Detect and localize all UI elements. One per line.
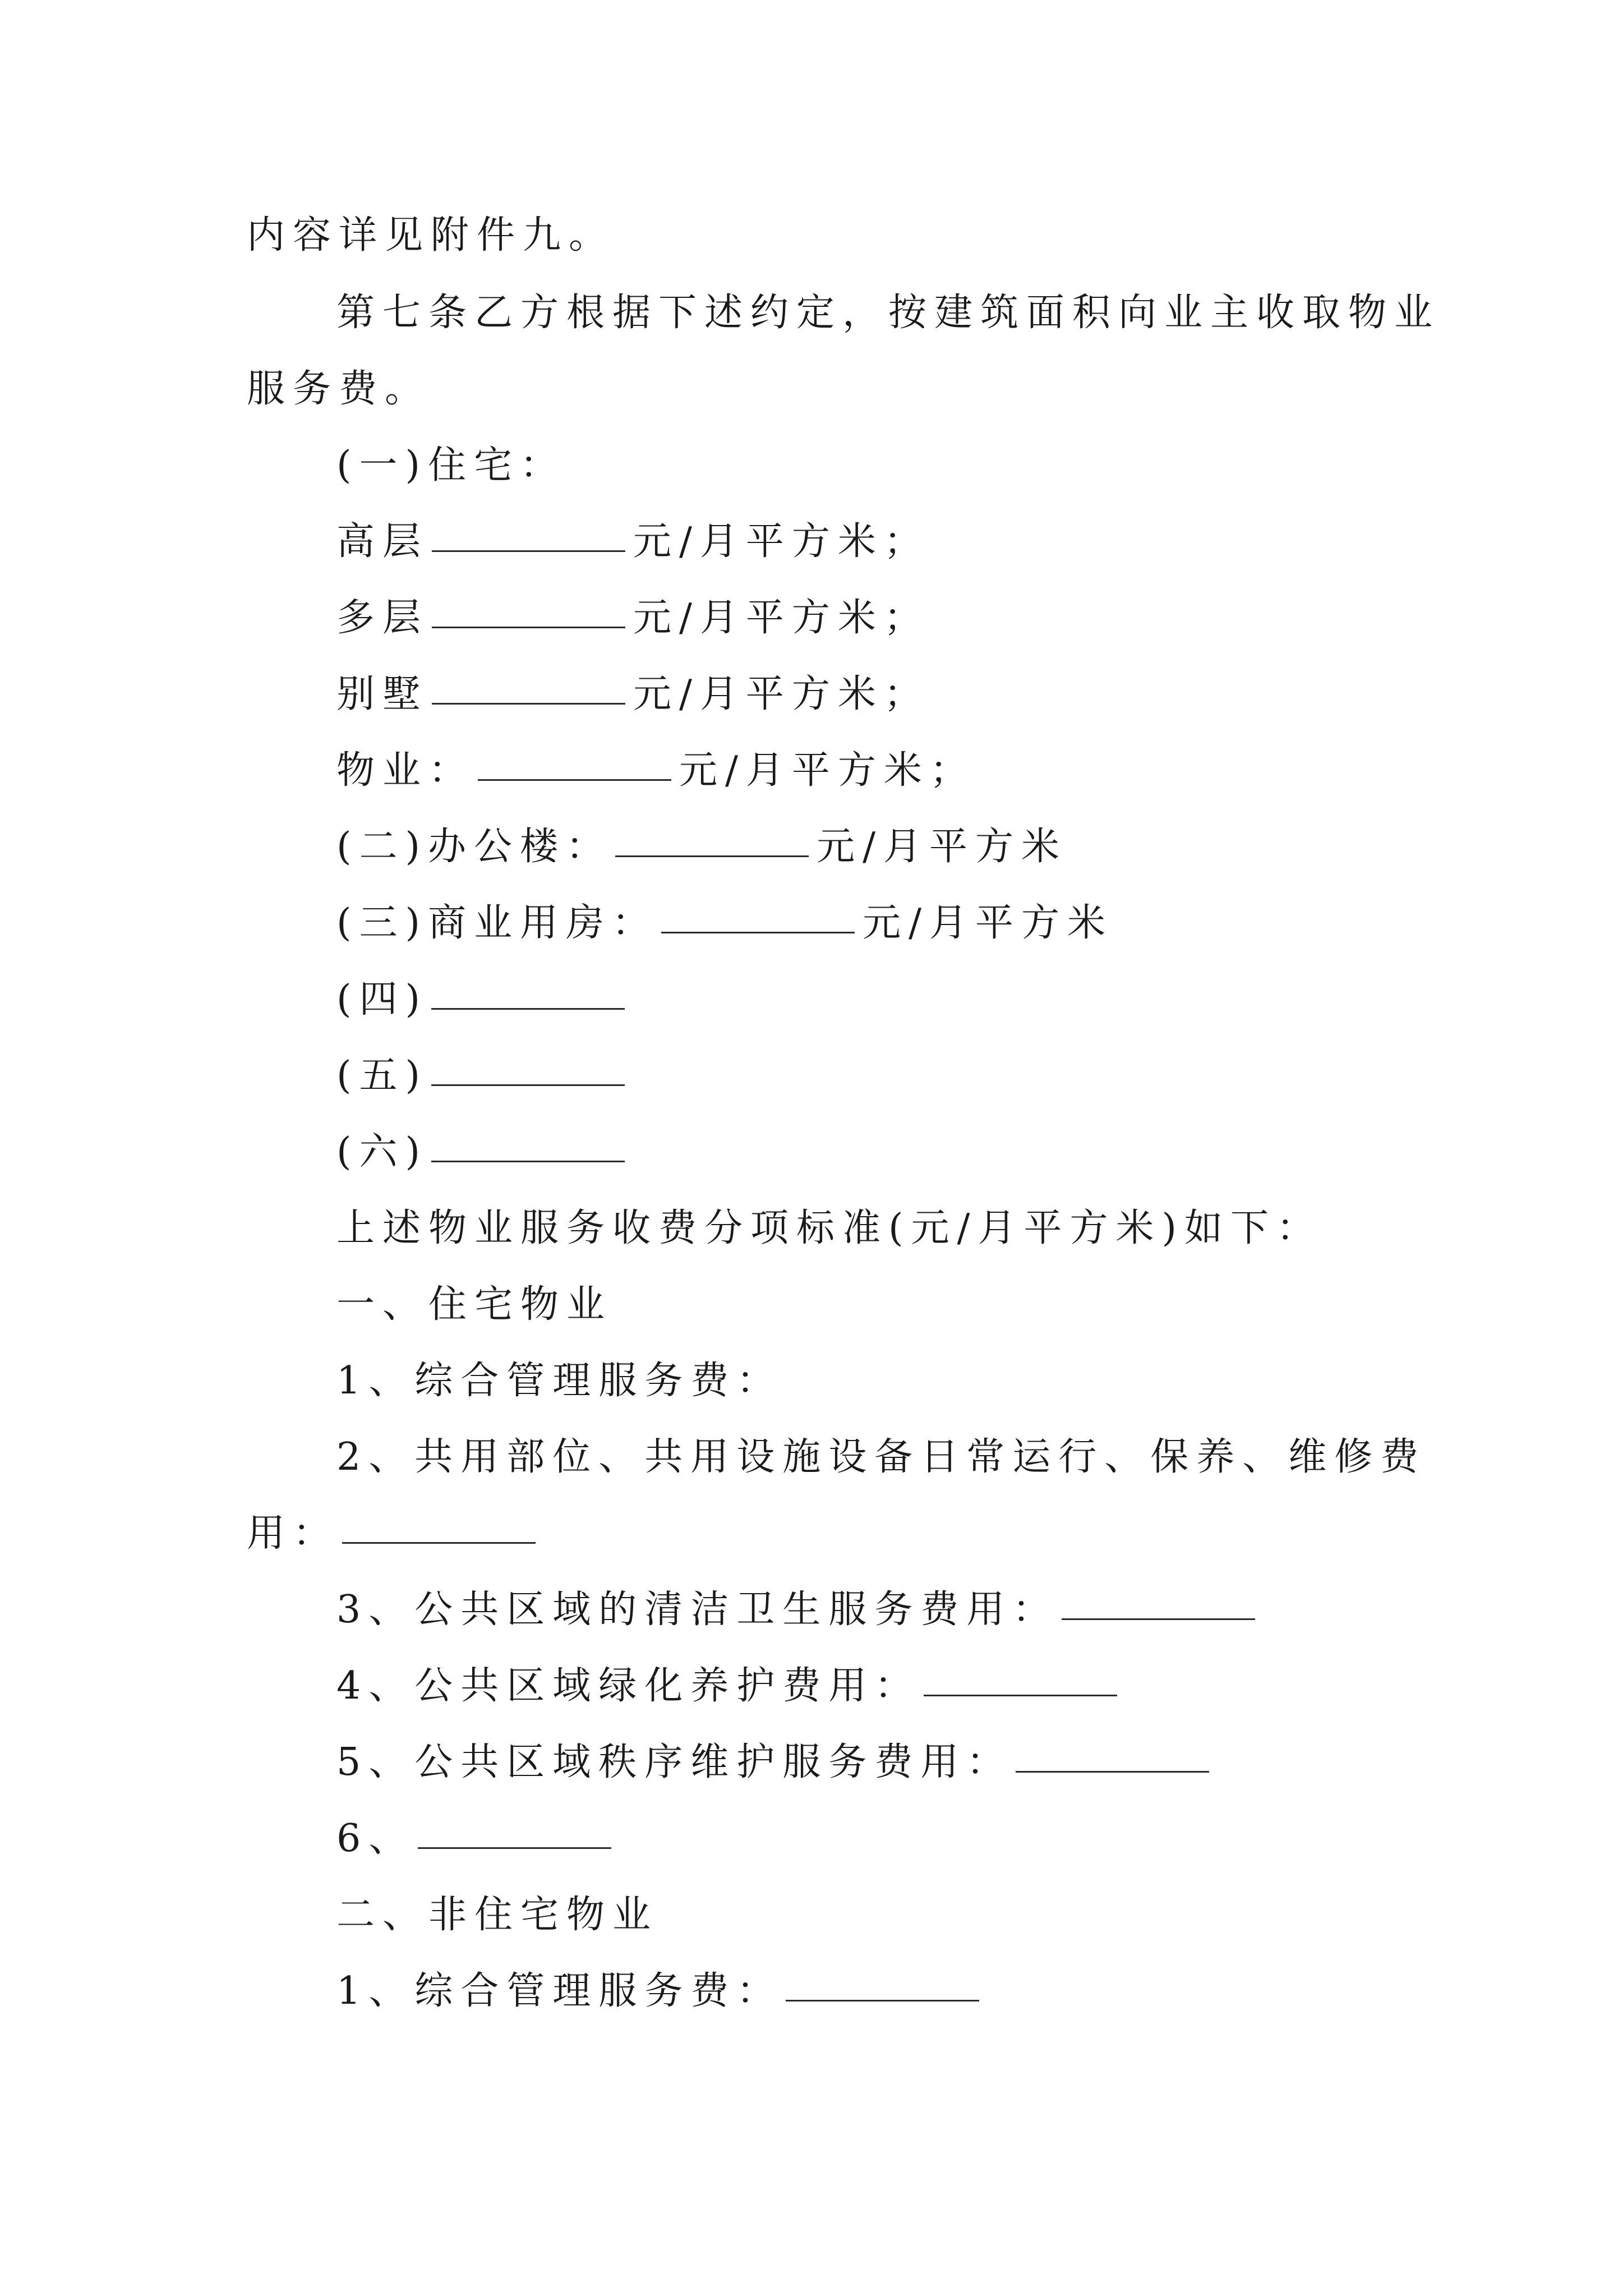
fee-line-villa <box>336 668 930 721</box>
line-label: 高层 <box>336 519 429 564</box>
section-heading <box>336 1888 658 1942</box>
fee-line-four <box>336 973 633 1027</box>
line-text: 2、共用部位、共用设施设备日常运行、保养、维修费 <box>336 1435 1427 1479</box>
section-heading <box>336 439 566 493</box>
line-text: 一、住宅物业 <box>336 1282 613 1327</box>
fill-in-blank[interactable] <box>431 1084 625 1086</box>
item-line <box>336 1354 782 1408</box>
fee-line-commercial <box>336 896 1113 950</box>
fill-in-blank[interactable] <box>1062 1618 1255 1620</box>
item-line <box>336 1964 987 2018</box>
item-line-continued <box>247 1507 543 1561</box>
fill-in-blank[interactable] <box>431 1008 625 1010</box>
fill-in-blank[interactable] <box>478 779 671 781</box>
fill-in-blank[interactable] <box>431 1161 625 1162</box>
line-label: 4、公共区域绿化养护费用： <box>336 1664 921 1708</box>
line-label: (二)办公楼： <box>336 825 612 869</box>
line-label: (六) <box>336 1130 428 1174</box>
line-unit: 元/月平方米 <box>817 825 1067 869</box>
line-unit: 元/月平方米 <box>863 901 1113 945</box>
fill-in-blank[interactable] <box>342 1542 536 1544</box>
line-label: (五) <box>336 1053 428 1098</box>
fee-line-five <box>336 1049 633 1103</box>
fee-line-high-rise <box>336 515 930 569</box>
fee-line-multi-storey <box>336 591 930 645</box>
line-text: 二、非住宅物业 <box>336 1893 659 1937</box>
line-label: (三)商业用房： <box>336 901 658 945</box>
text-line <box>247 209 615 263</box>
line-text: 1、综合管理服务费： <box>336 1359 783 1403</box>
line-label: 5、公共区域秩序维护服务费用： <box>336 1740 1013 1784</box>
item-line <box>336 1583 1263 1637</box>
line-label: 3、公共区域的清洁卫生服务费用： <box>336 1588 1059 1632</box>
line-label: 多层 <box>336 596 429 640</box>
line-unit: 元/月平方米； <box>633 672 930 716</box>
fill-in-blank[interactable] <box>615 855 809 857</box>
line-label: 1、综合管理服务费： <box>336 1969 783 2013</box>
fill-in-blank[interactable] <box>924 1695 1117 1696</box>
line-text: (一)住宅： <box>336 443 566 487</box>
line-unit: 元/月平方米； <box>633 596 930 640</box>
article-7-line <box>336 286 1440 340</box>
line-text: 第七条乙方根据下述约定，按建筑面积向业主收取物业 <box>336 291 1441 335</box>
fee-line-property <box>336 744 976 798</box>
fill-in-blank[interactable] <box>661 932 855 933</box>
fill-in-blank[interactable] <box>418 1847 611 1849</box>
item-line <box>336 1812 619 1866</box>
item-line <box>336 1659 1125 1713</box>
item-line <box>336 1430 1426 1484</box>
line-unit: 元/月平方米； <box>679 748 976 793</box>
line-text: 内容详见附件九。 <box>247 213 615 257</box>
fill-in-blank[interactable] <box>1016 1771 1209 1773</box>
line-text: 服务费。 <box>247 367 431 411</box>
line-label: 用： <box>247 1511 339 1556</box>
fill-in-blank[interactable] <box>432 703 625 705</box>
line-label: 6、 <box>336 1816 415 1861</box>
section-heading <box>336 1278 612 1332</box>
fill-in-blank[interactable] <box>432 627 625 628</box>
fee-line-office <box>336 820 1067 874</box>
fill-in-blank[interactable] <box>432 550 625 552</box>
line-label: 别墅 <box>336 672 429 716</box>
fill-in-blank[interactable] <box>786 2000 979 2001</box>
text-line <box>247 362 431 416</box>
item-line <box>336 1736 1217 1789</box>
line-label: 物业： <box>336 748 475 793</box>
fee-line-six <box>336 1125 633 1179</box>
line-label: (四) <box>336 977 428 1022</box>
line-unit: 元/月平方米； <box>633 519 930 564</box>
text-line <box>336 1202 1322 1255</box>
line-text: 上述物业服务收费分项标准(元/月平方米)如下： <box>336 1206 1322 1250</box>
